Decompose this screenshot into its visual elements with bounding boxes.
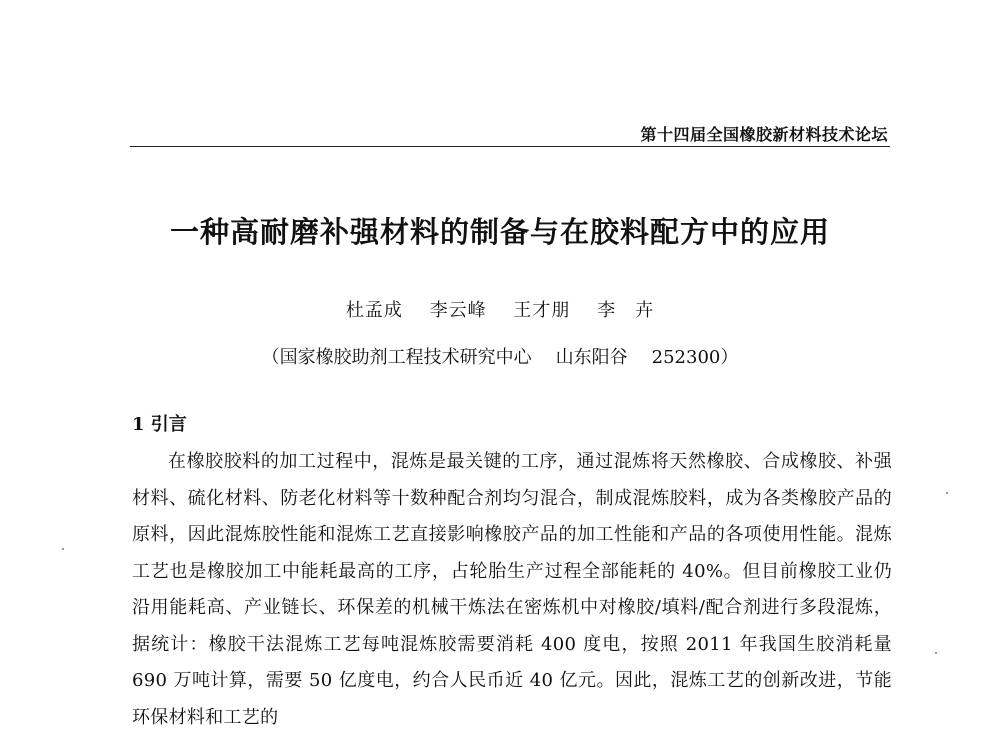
affiliation-location: 山东阳谷	[555, 347, 628, 368]
author-name: 杜孟成	[345, 300, 403, 321]
affiliation-postcode: 252300）	[651, 347, 739, 368]
body-paragraph-container	[132, 444, 892, 736]
author-list	[0, 296, 1000, 322]
scan-speck	[62, 548, 64, 550]
running-header: 第十四届全国橡胶新材料技术论坛	[640, 125, 888, 144]
section-heading: 1 引言	[132, 414, 187, 435]
author-name: 李 卉	[597, 300, 655, 321]
paper-title: 一种高耐磨补强材料的制备与在胶料配方中的应用	[169, 215, 830, 249]
scan-speck	[946, 492, 948, 494]
affiliation-org: （国家橡胶助剂工程技术研究中心	[261, 347, 532, 368]
author-name: 王才朋	[513, 300, 571, 321]
header-rule	[130, 146, 890, 147]
scan-speck	[935, 652, 937, 654]
body-paragraph: 在橡胶胶料的加工过程中，混炼是最关键的工序，通过混炼将天然橡胶、合成橡胶、补强材料、硫化材料、防老化材料等十数种配合剂均匀混合，制成混炼胶料，成为各类橡胶产品的原料，因此混炼胶性能和混炼工艺直接影响橡胶产品的加工性能和产品的各项使用性能。混炼工艺也是橡胶加工中能耗最高的工序，占轮胎生产过程全部能耗的 40%。但目前橡胶工业仍沿用能耗高、产业链长、环保差的机械干炼法在密炼机中对橡胶/填料/配合剂进行多段混炼，据统计：橡胶干法混炼工艺每吨混炼胶需要消耗 400 度电，按照 2011 年我国生胶消耗量 690 万吨计算，需要 50 亿度电，约合人民币近 40 亿元。因此，混炼工艺的创新改进，节能环保材料和工艺的	[132, 451, 892, 728]
affiliation	[0, 343, 1000, 369]
author-name: 李云峰	[429, 300, 487, 321]
